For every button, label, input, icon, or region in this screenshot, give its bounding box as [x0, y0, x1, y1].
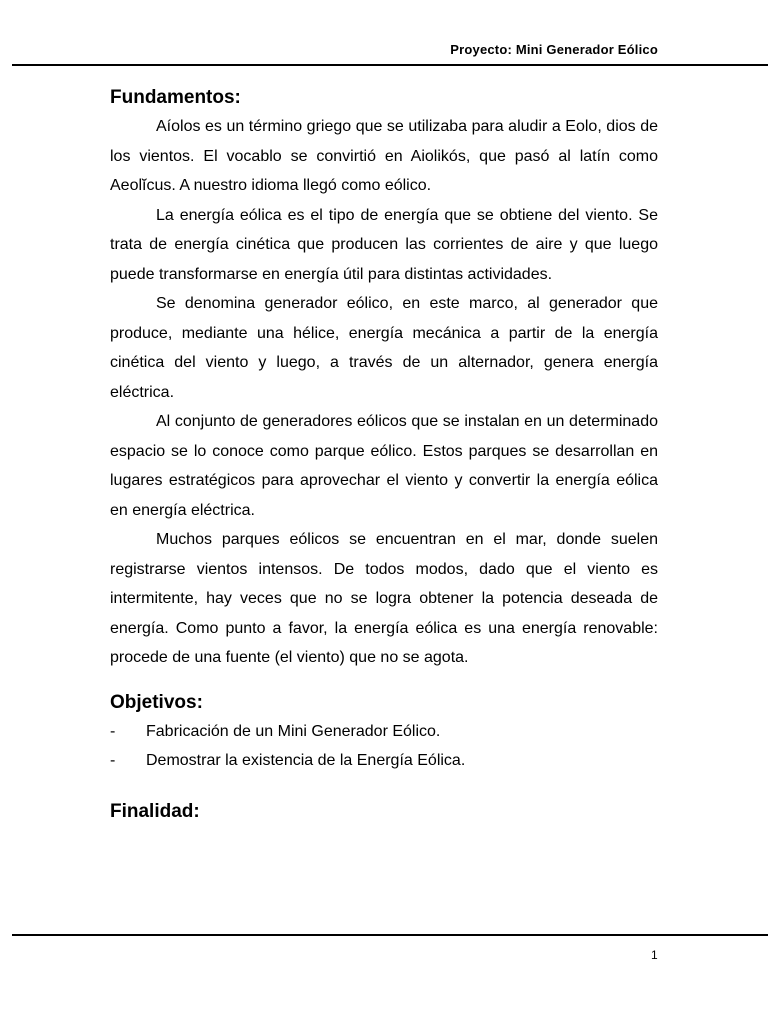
list-item: [110, 717, 658, 747]
list-item-text: Fabricación de un Mini Generador Eólico.: [146, 722, 441, 740]
footer-rule: [12, 934, 768, 936]
dash-bullet: -: [110, 722, 116, 740]
heading-fundamentos: Fundamentos:: [110, 87, 241, 108]
fundamentos-paragraphs: [110, 112, 658, 673]
list-item: [110, 746, 658, 776]
list-item-text: Demostrar la existencia de la Energía Eólica.: [146, 752, 466, 769]
paragraph: Muchos parques eólicos se encuentran en el mar, donde suelen registrarse vientos intensos. De todos modos, dado que el viento es intermitente, hay veces que no se logra obtener la potencia deseada de energía. Como punto a favor, la energía eólica es una energía renovable: procede de una fuente (el viento) que no se agota.: [110, 531, 658, 666]
header-rule: [12, 64, 768, 66]
paragraph: Se denomina generador eólico, en este marco, al generador que produce, mediante una hélice, energía mecánica a partir de la energía cinética del viento y luego, a través de un alternador, genera energía eléctrica.: [110, 295, 658, 401]
dash-bullet: -: [110, 752, 116, 769]
heading-objetivos: Objetivos:: [110, 691, 203, 713]
paragraph: La energía eólica es el tipo de energía que se obtiene del viento. Se trata de energía cinética que producen las corrientes de aire y que luego puede transformarse en energía útil para distintas actividades.: [110, 206, 658, 283]
document-body: [110, 84, 658, 826]
paragraph: Al conjunto de generadores eólicos que se instalan en un determinado espacio se lo conoce como parque eólico. Estos parques se desarrollan en lugares estratégicos para aprovechar el viento y convertir la energía eólica en energía eléctrica.: [110, 413, 658, 519]
objetivos-list: [110, 717, 658, 776]
page-number: 1: [651, 948, 658, 962]
running-header: Proyecto: Mini Generador Eólico: [450, 42, 658, 57]
paragraph: Aíolos es un término griego que se utilizaba para aludir a Eolo, dios de los vientos. El vocablo se convirtió en Aiolikós, que pasó al latín como Aeolĭcus. A nuestro idioma llegó como eólico.: [110, 118, 658, 194]
heading-finalidad: Finalidad:: [110, 800, 200, 822]
